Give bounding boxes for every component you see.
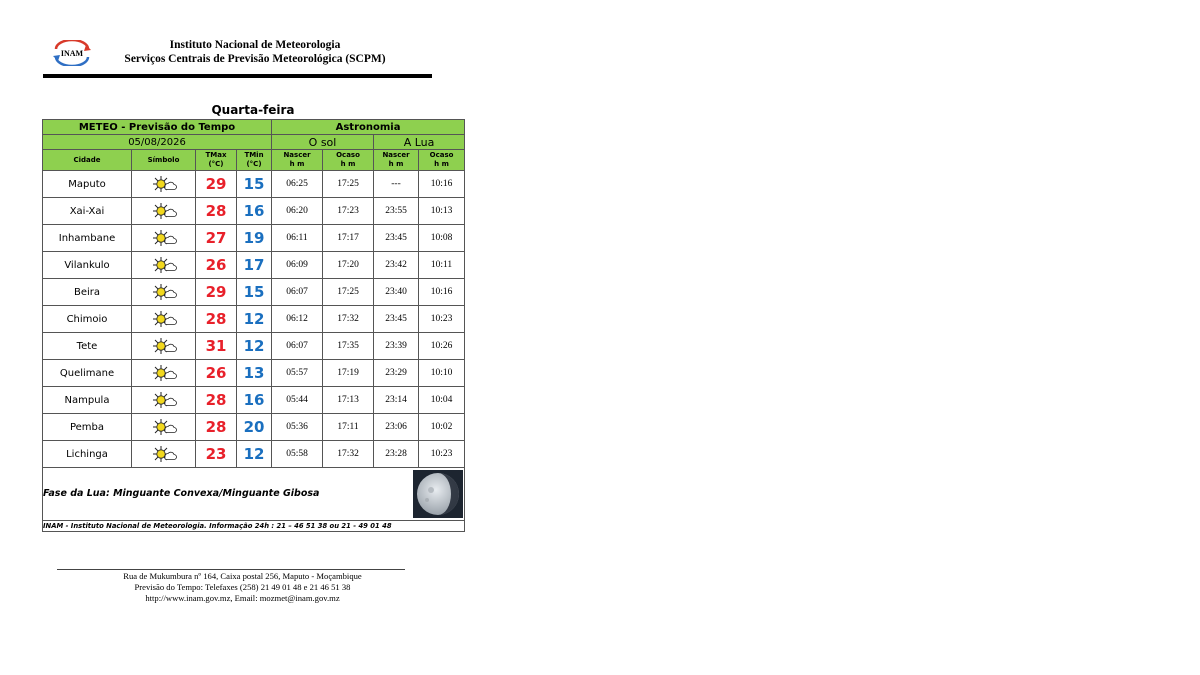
moon-phase-text: Fase da Lua: Minguante Convexa/Minguante Gibosa — [43, 488, 320, 499]
moonrise-cell: --- — [374, 171, 419, 198]
sunrise-cell: 05:58 — [272, 441, 323, 468]
col-sun-set — [323, 150, 374, 171]
sunset-cell: 17:25 — [323, 171, 374, 198]
weather-symbol-cell — [132, 414, 196, 441]
city-cell: Beira — [43, 279, 132, 306]
col-sun-rise-unit: h m — [289, 160, 305, 168]
col-tmax — [196, 150, 237, 171]
tmin-cell: 19 — [237, 225, 272, 252]
sunset-cell: 17:13 — [323, 387, 374, 414]
table-row — [43, 441, 465, 468]
moon-title: A Lua — [374, 135, 465, 150]
table-row — [43, 171, 465, 198]
day-title: Quarta-feira — [211, 103, 295, 117]
tmax-cell: 26 — [196, 252, 237, 279]
sun-title: O sol — [272, 135, 374, 150]
moonset-cell: 10:11 — [419, 252, 465, 279]
sunset-cell: 17:11 — [323, 414, 374, 441]
moonrise-cell: 23:39 — [374, 333, 419, 360]
city-cell: Xai-Xai — [43, 198, 132, 225]
col-tmin — [237, 150, 272, 171]
moonset-cell: 10:10 — [419, 360, 465, 387]
footer-note-text: INAM - Instituto Nacional de Meteorologia. Informação — [43, 522, 255, 530]
tmax-cell: 27 — [196, 225, 237, 252]
col-sun-rise-label: Nascer — [283, 151, 311, 159]
moonrise-cell: 23:42 — [374, 252, 419, 279]
sunrise-cell: 05:57 — [272, 360, 323, 387]
table-row — [43, 306, 465, 333]
tmax-cell: 23 — [196, 441, 237, 468]
weather-symbol-cell — [132, 225, 196, 252]
footer-note — [43, 521, 465, 532]
tmax-cell: 31 — [196, 333, 237, 360]
moonrise-cell: 23:14 — [374, 387, 419, 414]
moonset-cell: 10:26 — [419, 333, 465, 360]
table-row — [43, 360, 465, 387]
weather-symbol-cell — [132, 171, 196, 198]
city-cell: Inhambane — [43, 225, 132, 252]
col-city: Cidade — [43, 150, 132, 171]
moonrise-cell: 23:28 — [374, 441, 419, 468]
table-row — [43, 333, 465, 360]
sunset-cell: 17:20 — [323, 252, 374, 279]
city-cell: Maputo — [43, 171, 132, 198]
sunset-cell: 17:35 — [323, 333, 374, 360]
col-moon-set — [419, 150, 465, 171]
moonset-cell: 10:04 — [419, 387, 465, 414]
table-row — [43, 414, 465, 441]
table-row — [43, 279, 465, 306]
sunrise-cell: 06:07 — [272, 279, 323, 306]
col-symbol: Símbolo — [132, 150, 196, 171]
tmax-cell: 28 — [196, 306, 237, 333]
sunrise-cell: 05:36 — [272, 414, 323, 441]
table-row — [43, 252, 465, 279]
col-tmin-label: TMin — [244, 151, 264, 159]
sunrise-cell: 06:11 — [272, 225, 323, 252]
tmin-cell: 12 — [237, 333, 272, 360]
col-moon-rise — [374, 150, 419, 171]
moonrise-cell: 23:40 — [374, 279, 419, 306]
tmax-cell: 28 — [196, 387, 237, 414]
sunrise-cell: 06:09 — [272, 252, 323, 279]
moonset-cell: 10:16 — [419, 171, 465, 198]
address-line-1: Rua de Mukumbura nº 164, Caixa postal 256, Maputo - Moçambique — [123, 571, 362, 581]
city-cell: Lichinga — [43, 441, 132, 468]
sunrise-cell: 06:25 — [272, 171, 323, 198]
header-rule — [43, 74, 432, 78]
moonrise-cell: 23:45 — [374, 306, 419, 333]
header-text — [100, 38, 410, 66]
weather-symbol-cell — [132, 387, 196, 414]
city-cell: Pemba — [43, 414, 132, 441]
sunset-cell: 17:17 — [323, 225, 374, 252]
weather-symbol-cell — [132, 252, 196, 279]
moonset-cell: 10:23 — [419, 441, 465, 468]
city-cell: Tete — [43, 333, 132, 360]
moon-phase-icon — [413, 470, 463, 518]
sunrise-cell: 06:20 — [272, 198, 323, 225]
moonset-cell: 10:13 — [419, 198, 465, 225]
moonset-cell: 10:08 — [419, 225, 465, 252]
tmax-cell: 29 — [196, 171, 237, 198]
tmin-cell: 20 — [237, 414, 272, 441]
sunset-cell: 17:32 — [323, 306, 374, 333]
weather-symbol-cell — [132, 333, 196, 360]
forecast-date: 05/08/2026 — [43, 135, 272, 150]
moonrise-cell: 23:29 — [374, 360, 419, 387]
sunrise-cell: 05:44 — [272, 387, 323, 414]
sunrise-cell: 06:12 — [272, 306, 323, 333]
address-line-2: Previsão do Tempo: Telefaxes (258) 21 49 01 48 e 21 46 51 38 — [134, 582, 351, 592]
col-sun-set-label: Ocaso — [336, 151, 360, 159]
tmin-cell: 13 — [237, 360, 272, 387]
meteo-title: METEO - Previsão do Tempo — [43, 120, 272, 135]
address-rule — [57, 569, 405, 570]
city-cell: Quelimane — [43, 360, 132, 387]
city-cell: Vilankulo — [43, 252, 132, 279]
sunset-cell: 17:32 — [323, 441, 374, 468]
city-cell: Nampula — [43, 387, 132, 414]
weather-symbol-cell — [132, 306, 196, 333]
astro-title: Astronomia — [272, 120, 465, 135]
city-cell: Chimoio — [43, 306, 132, 333]
tmin-cell: 16 — [237, 387, 272, 414]
tmin-cell: 16 — [237, 198, 272, 225]
tmin-cell: 17 — [237, 252, 272, 279]
table-row — [43, 198, 465, 225]
tmin-cell: 12 — [237, 306, 272, 333]
col-tmin-unit: (°C) — [246, 160, 262, 168]
header-subtitle: Serviços Centrais de Previsão Meteorológica (SCPM) — [124, 53, 386, 65]
tmax-cell: 28 — [196, 198, 237, 225]
moonset-cell: 10:02 — [419, 414, 465, 441]
sunset-cell: 17:23 — [323, 198, 374, 225]
header-title: Instituto Nacional de Meteorologia — [169, 39, 341, 51]
weather-symbol-cell — [132, 441, 196, 468]
tmax-cell: 26 — [196, 360, 237, 387]
col-tmax-label: TMax — [205, 151, 227, 159]
moonrise-cell: 23:06 — [374, 414, 419, 441]
moonrise-cell: 23:45 — [374, 225, 419, 252]
table-row — [43, 225, 465, 252]
col-moon-rise-label: Nascer — [382, 151, 410, 159]
tmin-cell: 15 — [237, 171, 272, 198]
col-sun-rise — [272, 150, 323, 171]
table-row — [43, 387, 465, 414]
moonset-cell: 10:23 — [419, 306, 465, 333]
col-tmax-unit: (°C) — [208, 160, 224, 168]
moonrise-cell: 23:55 — [374, 198, 419, 225]
tmax-cell: 29 — [196, 279, 237, 306]
weather-symbol-cell — [132, 360, 196, 387]
address-block — [60, 571, 425, 604]
inam-logo — [50, 40, 94, 66]
moon-phase-cell — [43, 468, 465, 521]
forecast-table — [42, 119, 465, 532]
footer-phones: 24h : 21 – 46 51 38 ou 21 - 49 01 48 — [254, 522, 392, 530]
tmax-cell: 28 — [196, 414, 237, 441]
sunset-cell: 17:19 — [323, 360, 374, 387]
sunset-cell: 17:25 — [323, 279, 374, 306]
col-moon-set-unit: h m — [434, 160, 449, 168]
moonset-cell: 10:16 — [419, 279, 465, 306]
col-moon-rise-unit: h m — [388, 160, 404, 168]
weather-symbol-cell — [132, 198, 196, 225]
tmin-cell: 12 — [237, 441, 272, 468]
col-moon-set-label: Ocaso — [429, 151, 454, 159]
sunrise-cell: 06:07 — [272, 333, 323, 360]
weather-symbol-cell — [132, 279, 196, 306]
tmin-cell: 15 — [237, 279, 272, 306]
col-sun-set-unit: h m — [340, 160, 356, 168]
address-line-3: http://www.inam.gov.mz, Email: mozmet@inam.gov.mz — [145, 593, 340, 603]
svg-text:INAM: INAM — [60, 49, 84, 58]
